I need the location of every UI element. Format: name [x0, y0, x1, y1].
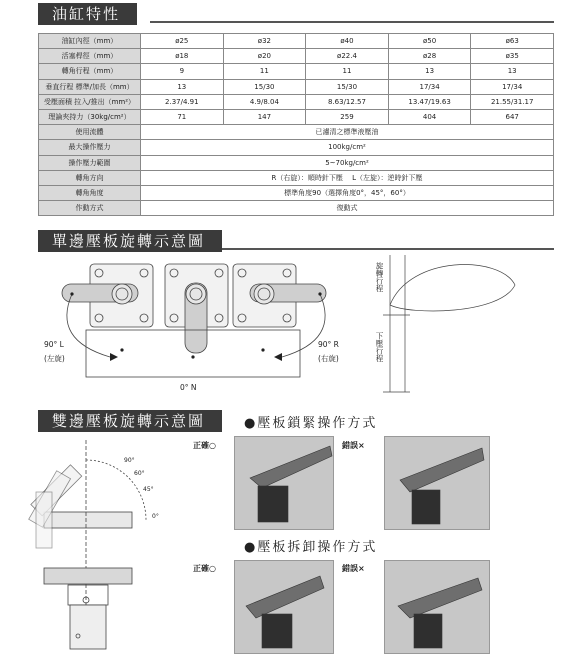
lock-correct-photo: [234, 436, 334, 530]
spec-cell: 13: [141, 79, 224, 94]
spec-cell: ø40: [306, 34, 389, 49]
spec-cell: 13: [471, 64, 554, 79]
spec-row-label: 轉角行程（mm）: [39, 64, 141, 79]
spec-row-label: 活塞桿徑（mm）: [39, 49, 141, 64]
lock-correct-mark: 正確○: [193, 441, 216, 450]
spec-cell: ø20: [223, 49, 306, 64]
double-angle-90: 90°: [124, 457, 135, 464]
spec-cell: 15/30: [223, 79, 306, 94]
spec-cell: ø28: [388, 49, 471, 64]
unload-wrong-mark: 錯誤×: [342, 564, 365, 573]
spec-cell: ø32: [223, 34, 306, 49]
lock-operation-title: ●壓板鎖緊操作方式: [244, 416, 378, 431]
lock-wrong-mark: 錯誤×: [342, 441, 365, 450]
spec-row-label: 垂直行程 標準/加長（mm）: [39, 79, 141, 94]
spec-row-label: 轉角方向: [39, 170, 141, 185]
spec-cell: 8.63/12.57: [306, 94, 389, 109]
spec-merged-cell: 5~70kg/cm²: [141, 155, 554, 170]
right-angle-label: 90° R: [318, 340, 339, 349]
spec-cell: ø18: [141, 49, 224, 64]
spec-cell: ø25: [141, 34, 224, 49]
spec-cell: 11: [306, 64, 389, 79]
spec-row-label: 理論夾持力（30kg/cm²）: [39, 109, 141, 124]
spec-cell: 17/34: [471, 79, 554, 94]
spec-cell: 11: [223, 64, 306, 79]
spec-cell: ø63: [471, 34, 554, 49]
left-direction-label: (左旋): [44, 354, 65, 363]
spec-row-label: 受壓面積 拉入/推出（mm²）: [39, 94, 141, 109]
spec-cell: ø50: [388, 34, 471, 49]
unload-correct-mark: 正確○: [193, 564, 216, 573]
spec-merged-cell: 100kg/cm²: [141, 140, 554, 155]
bottom-angle-label: 0° N: [180, 383, 197, 392]
spec-cell: 71: [141, 109, 224, 124]
spec-row-label: 作動方式: [39, 201, 141, 216]
double-section-header: [38, 410, 215, 432]
double-section-title: 雙邊壓板旋轉示意圖: [52, 412, 206, 430]
unload-correct-photo: [234, 560, 334, 654]
spec-cell: 147: [223, 109, 306, 124]
unload-wrong-photo: [384, 560, 490, 654]
double-angle-45: 45°: [143, 486, 154, 493]
spec-row-label: 操作壓力範圍: [39, 155, 141, 170]
spec-row-label: 油缸內徑（mm）: [39, 34, 141, 49]
double-angle-0: 0°: [152, 513, 159, 520]
rotate-stroke-label: 旋轉行程: [375, 262, 384, 292]
spec-cell: 15/30: [306, 79, 389, 94]
spec-cell: ø22.4: [306, 49, 389, 64]
spec-row-label: 轉角角度: [39, 185, 141, 200]
spec-cell: 17/34: [388, 79, 471, 94]
single-section-title: 單邊壓板旋轉示意圖: [52, 232, 206, 250]
spec-row-label: 使用流體: [39, 125, 141, 140]
spec-cell: 647: [471, 109, 554, 124]
spec-cell: 4.9/8.04: [223, 94, 306, 109]
spec-row-label: 最大操作壓力: [39, 140, 141, 155]
spec-cell: 21.55/31.17: [471, 94, 554, 109]
spec-cell: 2.37/4.91: [141, 94, 224, 109]
left-angle-label: 90° L: [44, 340, 64, 349]
double-angle-60: 60°: [134, 470, 145, 477]
spec-cell: 9: [141, 64, 224, 79]
spec-cell: ø35: [471, 49, 554, 64]
spec-cell: 13: [388, 64, 471, 79]
spec-merged-cell: 復動式: [141, 201, 554, 216]
spec-cell: 404: [388, 109, 471, 124]
spec-cell: 13.47/19.63: [388, 94, 471, 109]
spec-merged-cell: 已濾清之標準液壓油: [141, 125, 554, 140]
right-direction-label: (右旋): [318, 354, 339, 363]
press-stroke-label: 下壓行程: [375, 332, 384, 362]
spec-merged-cell: R（右旋）：順時針下壓 L（左旋）：逆時針下壓: [141, 170, 554, 185]
spec-section-title: 油缸特性: [52, 5, 121, 23]
unload-operation-title: ●壓板拆卸操作方式: [244, 540, 378, 555]
spec-merged-cell: 標準角度90（選擇角度0°，45°，60°）: [141, 185, 554, 200]
spec-cell: 259: [306, 109, 389, 124]
lock-wrong-photo: [384, 436, 490, 530]
